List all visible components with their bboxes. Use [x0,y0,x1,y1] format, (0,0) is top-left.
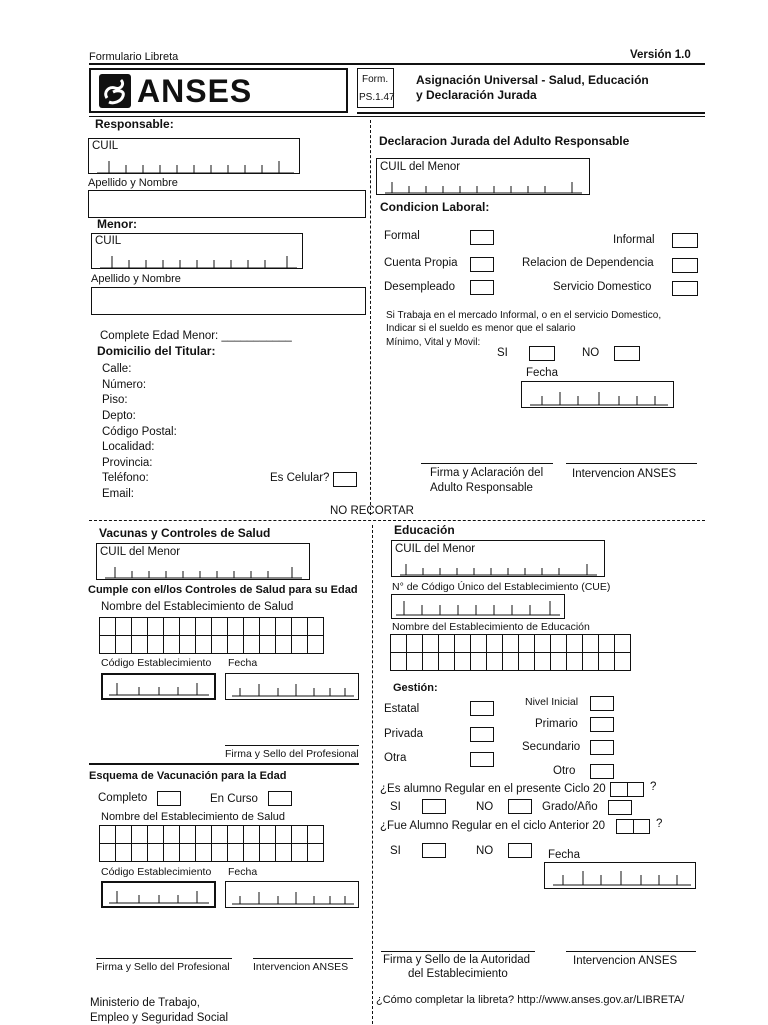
grid-cell[interactable] [212,826,228,844]
educacion-heading: Educación [394,523,455,537]
edu-fecha-field[interactable] [544,862,696,889]
esq-firma-rule [96,958,232,959]
grid-row [100,636,324,654]
grid-cell[interactable] [148,618,164,636]
grid-cell[interactable] [148,844,164,862]
grid-cell[interactable] [308,826,324,844]
grid-cell[interactable] [260,844,276,862]
esq-codigo-label: Código Establecimiento [101,866,212,878]
column-divider-bottom [372,525,373,1024]
grid-cell[interactable] [487,635,503,653]
grid-row [100,826,324,844]
cuenta-propia-checkbox[interactable] [470,257,494,272]
grid-cell[interactable] [535,653,551,671]
cuenta-propia-label: Cuenta Propia [384,257,458,269]
note-line3: Mínimo, Vital y Movil: [386,337,481,348]
field-calle: Calle: [102,363,132,375]
declaracion-heading: Declaracion Jurada del Adulto Responsable [379,134,630,148]
field-depto: Depto: [102,410,136,422]
servicio-checkbox[interactable] [672,281,698,296]
grid-cell[interactable] [116,636,132,654]
es-celular-checkbox[interactable] [333,472,357,487]
grid-cell[interactable] [196,636,212,654]
grid-cell[interactable] [116,618,132,636]
field-telefono: Teléfono: [102,472,149,484]
otra-label: Otra [384,752,407,764]
vac-fecha-label: Fecha [228,657,258,669]
otra-checkbox[interactable] [470,752,494,767]
vac-section-rule [89,763,359,765]
form-title-line2: y Declaración Jurada [416,88,537,102]
esq-firma-label: Firma y Sello del Profesional [96,961,230,973]
relacion-label: Relacion de Dependencia [522,257,654,269]
vac-fecha-field[interactable] [225,673,359,700]
grid-cell[interactable] [391,653,407,671]
grid-cell[interactable] [583,653,599,671]
form-name: Formulario Libreta [89,51,179,63]
form-code-line1: Form. [362,74,389,85]
edu-fecha-label: Fecha [548,849,580,861]
cue-label: N° de Código Único del Establecimiento (CUE) [392,581,611,593]
edu-fecha-ticks [545,863,697,890]
grid-cell[interactable] [276,826,292,844]
grid-cell[interactable] [292,636,308,654]
version-label: Versión 1.0 [630,49,691,61]
responsable-heading: Responsable: [95,117,174,131]
grid-cell[interactable] [196,618,212,636]
grid-cell[interactable] [519,653,535,671]
otro-label: Otro [553,765,576,777]
grado-label: Grado/Año [542,801,598,813]
estatal-label: Estatal [384,703,420,715]
grid-cell[interactable] [148,826,164,844]
grid-cell[interactable] [292,826,308,844]
esq-nombre-est-grid[interactable] [99,825,324,862]
salario-si-label: SI [497,347,508,359]
grid-cell[interactable] [164,618,180,636]
informal-checkbox[interactable] [672,233,698,248]
grid-row [391,653,631,671]
grid-cell[interactable] [180,618,196,636]
vac-nombre-est-label: Nombre del Establecimiento de Salud [101,601,294,613]
grid-cell[interactable] [180,826,196,844]
dj-fecha-field[interactable] [521,381,674,408]
grid-cell[interactable] [599,653,615,671]
grid-cell[interactable] [212,844,228,862]
edad-menor-label: Complete Edad Menor: ___________ [100,330,292,342]
en-curso-checkbox[interactable] [268,791,292,806]
dj-cuil-menor-field[interactable] [376,158,590,195]
grid-cell[interactable] [423,653,439,671]
grid-cell[interactable] [292,844,308,862]
grid-cell[interactable] [599,635,615,653]
otro-checkbox[interactable] [590,764,614,779]
grid-cell[interactable] [100,826,116,844]
grid-cell[interactable] [455,653,471,671]
vacunas-heading: Vacunas y Controles de Salud [99,526,271,540]
column-divider-top [370,120,371,515]
grid-cell[interactable] [567,635,583,653]
grid-cell[interactable] [100,636,116,654]
grid-cell[interactable] [471,635,487,653]
grid-cell[interactable] [100,618,116,636]
formal-label: Formal [384,230,420,242]
ciclo-anterior-field[interactable] [616,819,650,834]
secundario-checkbox[interactable] [590,740,614,755]
grid-cell[interactable] [212,618,228,636]
grid-row [391,635,631,653]
grid-cell[interactable] [132,636,148,654]
edu-intervencion-label: Intervencion ANSES [573,955,678,967]
grid-cell[interactable] [308,618,324,636]
grado-field[interactable] [608,800,632,815]
relacion-checkbox[interactable] [672,258,698,273]
grid-cell[interactable] [244,636,260,654]
form-code-box [357,68,394,108]
grid-cell[interactable] [551,653,567,671]
field-numero: Número: [102,379,147,391]
esq-fecha-ticks [226,882,360,909]
dj-fecha-label: Fecha [526,367,558,379]
help-link[interactable]: ¿Cómo completar la libreta? http://www.anses.gov.ar/LIBRETA/ [376,994,685,1006]
grid-cell[interactable] [407,635,423,653]
esq-codigo-field[interactable] [101,881,216,908]
note-line1: Si Trabaja en el mercado Informal, o en el servicio Domestico, [386,310,662,321]
grid-cell[interactable] [551,635,567,653]
formal-checkbox[interactable] [470,230,494,245]
q-mark-1: ? [650,781,657,793]
dj-fecha-ticks [522,382,675,409]
edu-nombre-est-label: Nombre del Establecimiento de Educación [392,621,590,633]
grid-cell[interactable] [212,636,228,654]
edu-cuil-menor-field[interactable] [391,540,605,577]
grid-cell[interactable] [228,826,244,844]
vac-firma-rule [225,745,359,746]
responsable-cuil-field[interactable] [88,138,300,174]
esq-intervencion-rule [253,958,353,959]
no-recortar-label: NO RECORTAR [330,505,414,517]
anses-logo [89,68,348,113]
grid-cell[interactable] [244,826,260,844]
grid-cell[interactable] [260,618,276,636]
menor-nombre-field[interactable] [91,287,366,315]
grid-cell[interactable] [196,826,212,844]
grid-cell[interactable] [132,826,148,844]
vac-fecha-ticks [226,674,360,701]
edu-firma-rule [381,951,535,952]
desempleado-label: Desempleado [384,281,455,293]
informal-label: Informal [613,234,655,246]
primario-label: Primario [535,718,578,730]
field-piso: Piso: [102,394,128,406]
form-title-line1: Asignación Universal - Salud, Educación [416,73,649,87]
grid-cell[interactable] [487,653,503,671]
grid-cell[interactable] [292,618,308,636]
anses-wordmark: ANSES [137,73,253,109]
nivel-inicial-checkbox[interactable] [590,696,614,711]
dj-firma-line2: Adulto Responsable [430,482,533,494]
grid-cell[interactable] [276,618,292,636]
grid-cell[interactable] [615,653,631,671]
servicio-label: Servicio Domestico [553,281,652,293]
anterior-no-label: NO [476,845,494,857]
grid-cell[interactable] [132,844,148,862]
grid-cell[interactable] [228,844,244,862]
grid-cell[interactable] [180,844,196,862]
grid-cell[interactable] [180,636,196,654]
menor-cuil-label: CUIL [95,235,122,247]
grid-cell[interactable] [244,844,260,862]
dj-firma-line1: Firma y Aclaración del [430,467,544,479]
grid-cell[interactable] [244,618,260,636]
ministerio-line1: Ministerio de Trabajo, [90,997,200,1009]
nivel-inicial-label: Nivel Inicial [525,696,579,708]
grid-cell[interactable] [407,653,423,671]
grid-cell[interactable] [148,636,164,654]
dj-cuil-menor-label: CUIL del Menor [380,161,461,173]
grid-cell[interactable] [164,826,180,844]
form-code-line2: PS.1.47 [359,92,395,103]
salario-si-checkbox[interactable] [529,346,555,361]
presente-si-checkbox[interactable] [422,799,446,814]
vac-codigo-label: Código Establecimiento [101,657,212,669]
grid-cell[interactable] [503,635,519,653]
estatal-checkbox[interactable] [470,701,494,716]
grid-cell[interactable] [228,618,244,636]
grid-cell[interactable] [567,653,583,671]
es-celular-label: Es Celular? [270,472,330,484]
esq-fecha-field[interactable] [225,881,359,908]
header-bottom-rule [89,116,705,117]
menor-apellido-label: Apellido y Nombre [91,273,181,285]
vac-cuil-menor-label: CUIL del Menor [100,546,181,558]
grid-cell[interactable] [308,636,324,654]
grid-cell[interactable] [503,653,519,671]
dj-intervencion-rule [566,463,697,464]
grid-cell[interactable] [615,635,631,653]
title-rule [357,112,705,114]
menor-cuil-field[interactable] [91,233,303,269]
completo-label: Completo [98,792,148,804]
grid-cell[interactable] [196,844,212,862]
grid-cell[interactable] [164,844,180,862]
menor-cuil-ticks [92,252,304,270]
edu-firma-line2: del Establecimiento [408,968,508,980]
en-curso-label: En Curso [210,793,258,805]
grid-cell[interactable] [116,844,132,862]
vac-cuil-ticks [97,563,311,581]
salario-no-checkbox[interactable] [614,346,640,361]
note-line2: Indicar si el sueldo es menor que el salario [386,323,576,334]
grid-cell[interactable] [116,826,132,844]
grid-cell[interactable] [132,618,148,636]
salario-no-label: NO [582,347,600,359]
domicilio-heading: Domicilio del Titular: [97,344,216,358]
edu-nombre-est-grid[interactable] [390,634,631,671]
primario-checkbox[interactable] [590,717,614,732]
secundario-label: Secundario [522,741,581,753]
cut-line [89,520,705,521]
completo-checkbox[interactable] [157,791,181,806]
cuil-ticks [89,157,301,175]
gestion-heading: Gestión: [393,682,438,694]
grid-cell[interactable] [276,844,292,862]
grid-cell[interactable] [455,635,471,653]
grid-row [100,844,324,862]
privada-label: Privada [384,728,423,740]
grid-cell[interactable] [260,826,276,844]
anterior-no-checkbox[interactable] [508,843,532,858]
field-codigo-postal: Código Postal: [102,426,177,438]
header-rule [89,63,705,65]
edu-firma-line1: Firma y Sello de la Autoridad [383,954,531,966]
dj-cuil-ticks [377,178,591,196]
grid-cell[interactable] [519,635,535,653]
vac-firma-label: Firma y Sello del Profesional [225,748,359,760]
grid-cell[interactable] [535,635,551,653]
field-provincia: Provincia: [102,457,153,469]
grid-cell[interactable] [583,635,599,653]
condicion-laboral-heading: Condicion Laboral: [380,200,490,214]
vac-cuil-menor-field[interactable] [96,543,310,580]
esquema-heading: Esquema de Vacunación para la Edad [89,770,287,782]
field-email: Email: [102,488,134,500]
cue-ticks [392,595,566,620]
vac-codigo-field[interactable] [101,673,216,700]
desempleado-checkbox[interactable] [470,280,494,295]
dj-intervencion-label: Intervencion ANSES [572,468,677,480]
menor-heading: Menor: [97,217,137,231]
cue-field[interactable] [391,594,565,619]
anterior-si-label: SI [390,845,401,857]
grid-cell[interactable] [391,635,407,653]
grid-cell[interactable] [164,636,180,654]
field-localidad: Localidad: [102,441,155,453]
grid-cell[interactable] [276,636,292,654]
grid-cell[interactable] [260,636,276,654]
presente-no-label: NO [476,801,494,813]
privada-checkbox[interactable] [470,727,494,742]
esq-intervencion-label: Intervencion ANSES [253,961,349,973]
edu-cuil-menor-label: CUIL del Menor [395,543,476,555]
vac-codigo-ticks [103,675,215,699]
esq-fecha-label: Fecha [228,866,258,878]
regular-presente-label: ¿Es alumno Regular en el presente Ciclo 20 [380,783,606,795]
anterior-si-checkbox[interactable] [422,843,446,858]
vac-nombre-est-grid[interactable] [99,617,324,654]
regular-anterior-label: ¿Fue Alumno Regular en el ciclo Anterior 20 [380,820,606,832]
responsable-nombre-field[interactable] [88,190,366,218]
grid-cell[interactable] [423,635,439,653]
presente-no-checkbox[interactable] [508,799,532,814]
ministerio-line2: Empleo y Seguridad Social [90,1012,229,1024]
dj-firma-rule [421,463,553,464]
grid-cell[interactable] [228,636,244,654]
ciclo-anterior-divider [633,820,634,833]
grid-cell[interactable] [471,653,487,671]
ciclo-presente-field[interactable] [610,782,644,797]
cumple-label: Cumple con el/los Controles de Salud para su Edad [88,584,358,596]
grid-cell[interactable] [100,844,116,862]
grid-row [100,618,324,636]
edu-cuil-ticks [392,560,606,578]
grid-cell[interactable] [439,635,455,653]
grid-cell[interactable] [439,653,455,671]
grid-cell[interactable] [308,844,324,862]
esq-codigo-ticks [103,883,215,907]
q-mark-2: ? [656,818,663,830]
apellido-label: Apellido y Nombre [88,177,178,189]
anses-mark-icon [99,74,131,108]
presente-si-label: SI [390,801,401,813]
edu-intervencion-rule [566,951,696,952]
cuil-label: CUIL [92,140,119,152]
ciclo-presente-divider [627,783,628,796]
esq-nombre-est-label: Nombre del Establecimiento de Salud [101,811,286,823]
